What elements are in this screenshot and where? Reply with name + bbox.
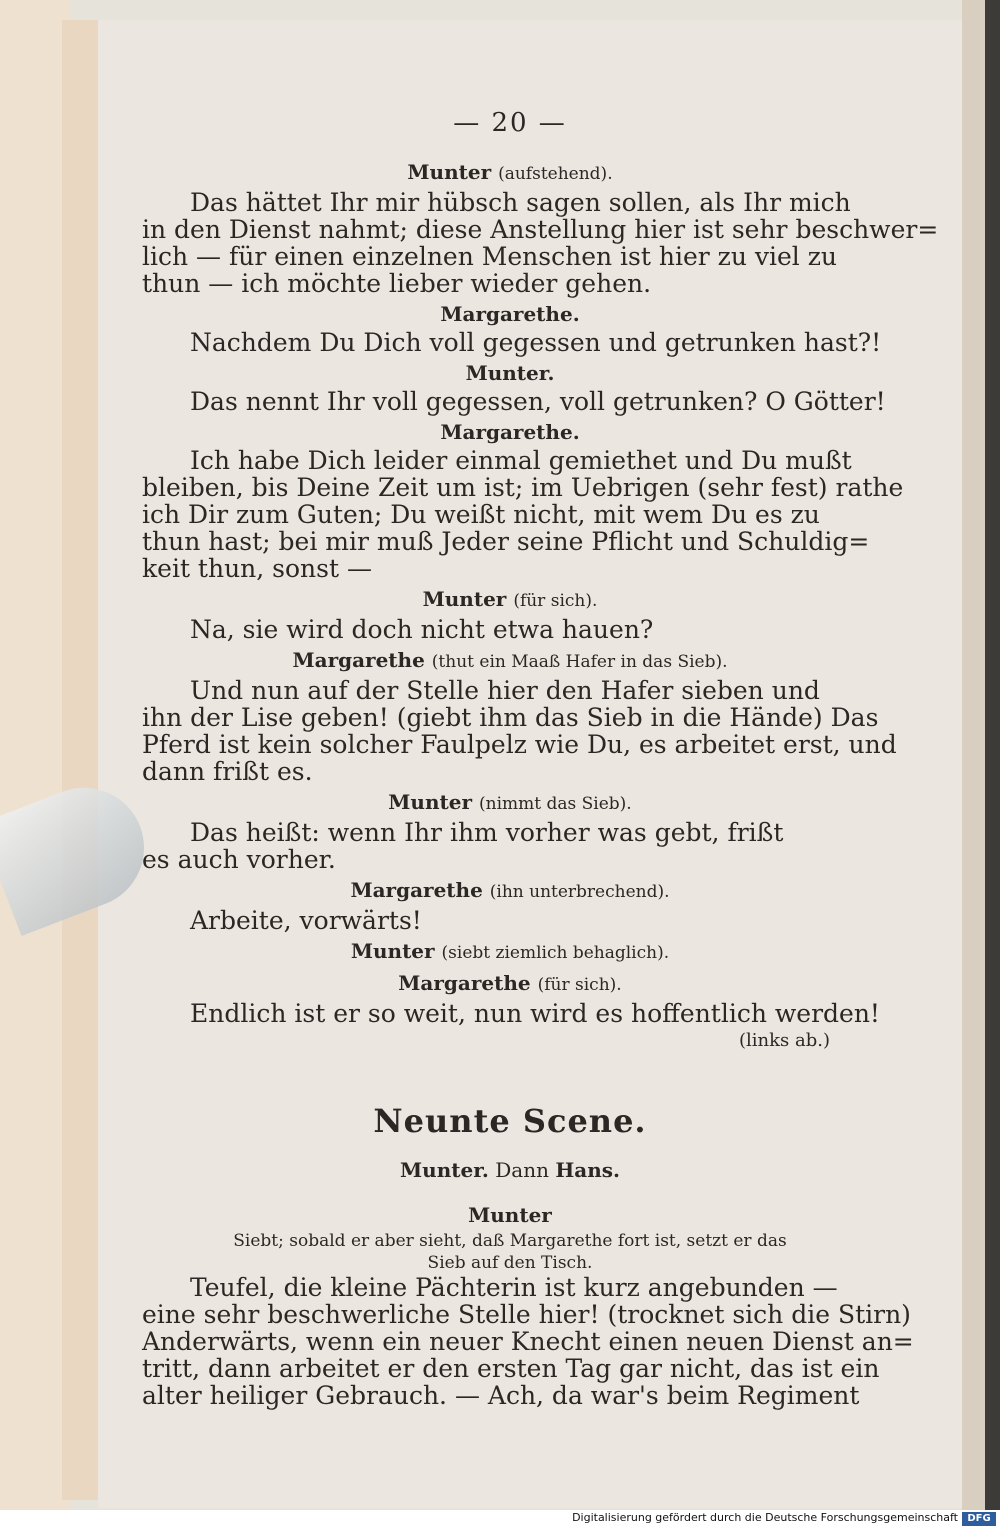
speaker-name: Munter. [465, 361, 555, 385]
speaker-name: Margarethe. [440, 420, 580, 444]
text-line: Das heißt: wenn Ihr ihm vorher was gebt, frißt [190, 818, 784, 847]
speaker-heading [142, 360, 878, 386]
speaker-heading [142, 1202, 878, 1228]
text-line: bleiben, bis Deine Zeit um ist; im Uebrigen (sehr fest) rathe [142, 473, 904, 502]
text-line: Das nennt Ihr voll gegessen, voll getrunken? O Götter! [190, 387, 886, 416]
speaker-heading [142, 970, 878, 998]
text-line: es auch vorher. [142, 845, 336, 874]
text-line: Na, sie wird doch nicht etwa hauen? [190, 615, 654, 644]
text-line: alter heiliger Gebrauch. — Ach, da war's beim Regiment [142, 1381, 860, 1410]
stage-direction: (siebt ziemlich behaglich). [441, 943, 670, 963]
text-line: keit thun, sonst — [142, 554, 372, 583]
speaker-heading [142, 586, 878, 614]
speaker-name: Munter [468, 1203, 552, 1227]
speaker-heading [142, 877, 878, 905]
speaker-heading [142, 647, 878, 675]
stage-direction: (nimmt das Sieb). [479, 794, 632, 814]
cast-first: Munter. [400, 1158, 489, 1182]
stage-direction: (aufstehend). [498, 164, 613, 184]
dialogue-blocks [142, 159, 939, 1028]
page-edge-left [0, 0, 70, 1510]
speaker-name: Margarethe [350, 878, 483, 902]
speaker-heading [142, 938, 878, 966]
speaker-name: Margarethe [292, 648, 425, 672]
cast-second: Hans. [555, 1158, 620, 1182]
text-line: tritt, dann arbeitet er den ersten Tag gar nicht, das ist ein [142, 1354, 880, 1383]
text-line: Endlich ist er so weit, nun wird es hoffentlich werden! [190, 999, 880, 1028]
page-edge-inner [62, 20, 100, 1500]
footer-credit: Digitalisierung gefördert durch die Deutsche Forschungsgemeinschaft [572, 1511, 958, 1524]
text-line: in den Dienst nahmt; diese Anstellung hier ist sehr beschwer= [142, 215, 939, 244]
page-number: — 20 — [453, 108, 567, 138]
text-line: thun — ich möchte lieber wieder gehen. [142, 269, 652, 298]
text-line: Das hättet Ihr mir hübsch sagen sollen, als Ihr mich [190, 188, 851, 217]
dfg-logo: DFG [962, 1512, 996, 1526]
scene-cast [142, 1157, 878, 1184]
speaker-name: Munter [388, 790, 473, 814]
exit-note: (links ab.) [739, 1030, 830, 1051]
footer-bar [0, 1510, 1000, 1528]
text-line: ihn der Lise geben! (giebt ihm das Sieb in die Hände) Das [142, 703, 879, 732]
text-line: thun hast; bei mir muß Jeder seine Pflicht und Schuldig= [142, 527, 870, 556]
text-line: dann frißt es. [142, 757, 313, 786]
text-line: Pferd ist kein solcher Faulpelz wie Du, es arbeitet erst, und [142, 730, 897, 759]
text-line: Arbeite, vorwärts! [190, 906, 422, 935]
text-line: Anderwärts, wenn ein neuer Knecht einen neuen Dienst an= [142, 1327, 914, 1356]
text-line: Nachdem Du Dich voll gegessen und getrunken hast?! [190, 328, 882, 357]
stage-direction-line: Siebt; sobald er aber sieht, daß Margarethe fort ist, setzt er das [233, 1231, 787, 1251]
stage-direction: (für sich). [537, 975, 622, 995]
speaker-name: Margarethe. [440, 302, 580, 326]
scene-blocks [142, 1202, 914, 1410]
speaker-name: Margarethe [398, 971, 531, 995]
stage-direction: (thut ein Maaß Hafer in das Sieb). [431, 652, 728, 672]
stage-direction-line: Sieb auf den Tisch. [427, 1253, 593, 1273]
text-line: eine sehr beschwerliche Stelle hier! (trocknet sich die Stirn) [142, 1300, 911, 1329]
text-line: Und nun auf der Stelle hier den Hafer sieben und [190, 676, 820, 705]
stage-direction: (für sich). [513, 591, 598, 611]
cast-then: Dann [495, 1158, 549, 1182]
book-spine-shadow [985, 0, 1000, 1510]
text-line: Ich habe Dich leider einmal gemiethet und Du mußt [190, 446, 852, 475]
text-line: ich Dir zum Guten; Du weißt nicht, mit wem Du es zu [142, 500, 820, 529]
scene-title: Neunte Scene. [373, 1102, 647, 1140]
speaker-heading [142, 419, 878, 445]
text-line: Teufel, die kleine Pächterin ist kurz angebunden — [190, 1273, 838, 1302]
page-text [142, 108, 939, 1410]
speaker-heading [142, 789, 878, 817]
stage-direction: (ihn unterbrechend). [489, 882, 670, 902]
text-line: lich — für einen einzelnen Menschen ist hier zu viel zu [142, 242, 837, 271]
speaker-heading [142, 159, 878, 187]
speaker-name: Munter [422, 587, 507, 611]
speaker-name: Munter [407, 160, 492, 184]
speaker-name: Munter [350, 939, 435, 963]
speaker-heading [142, 301, 878, 327]
